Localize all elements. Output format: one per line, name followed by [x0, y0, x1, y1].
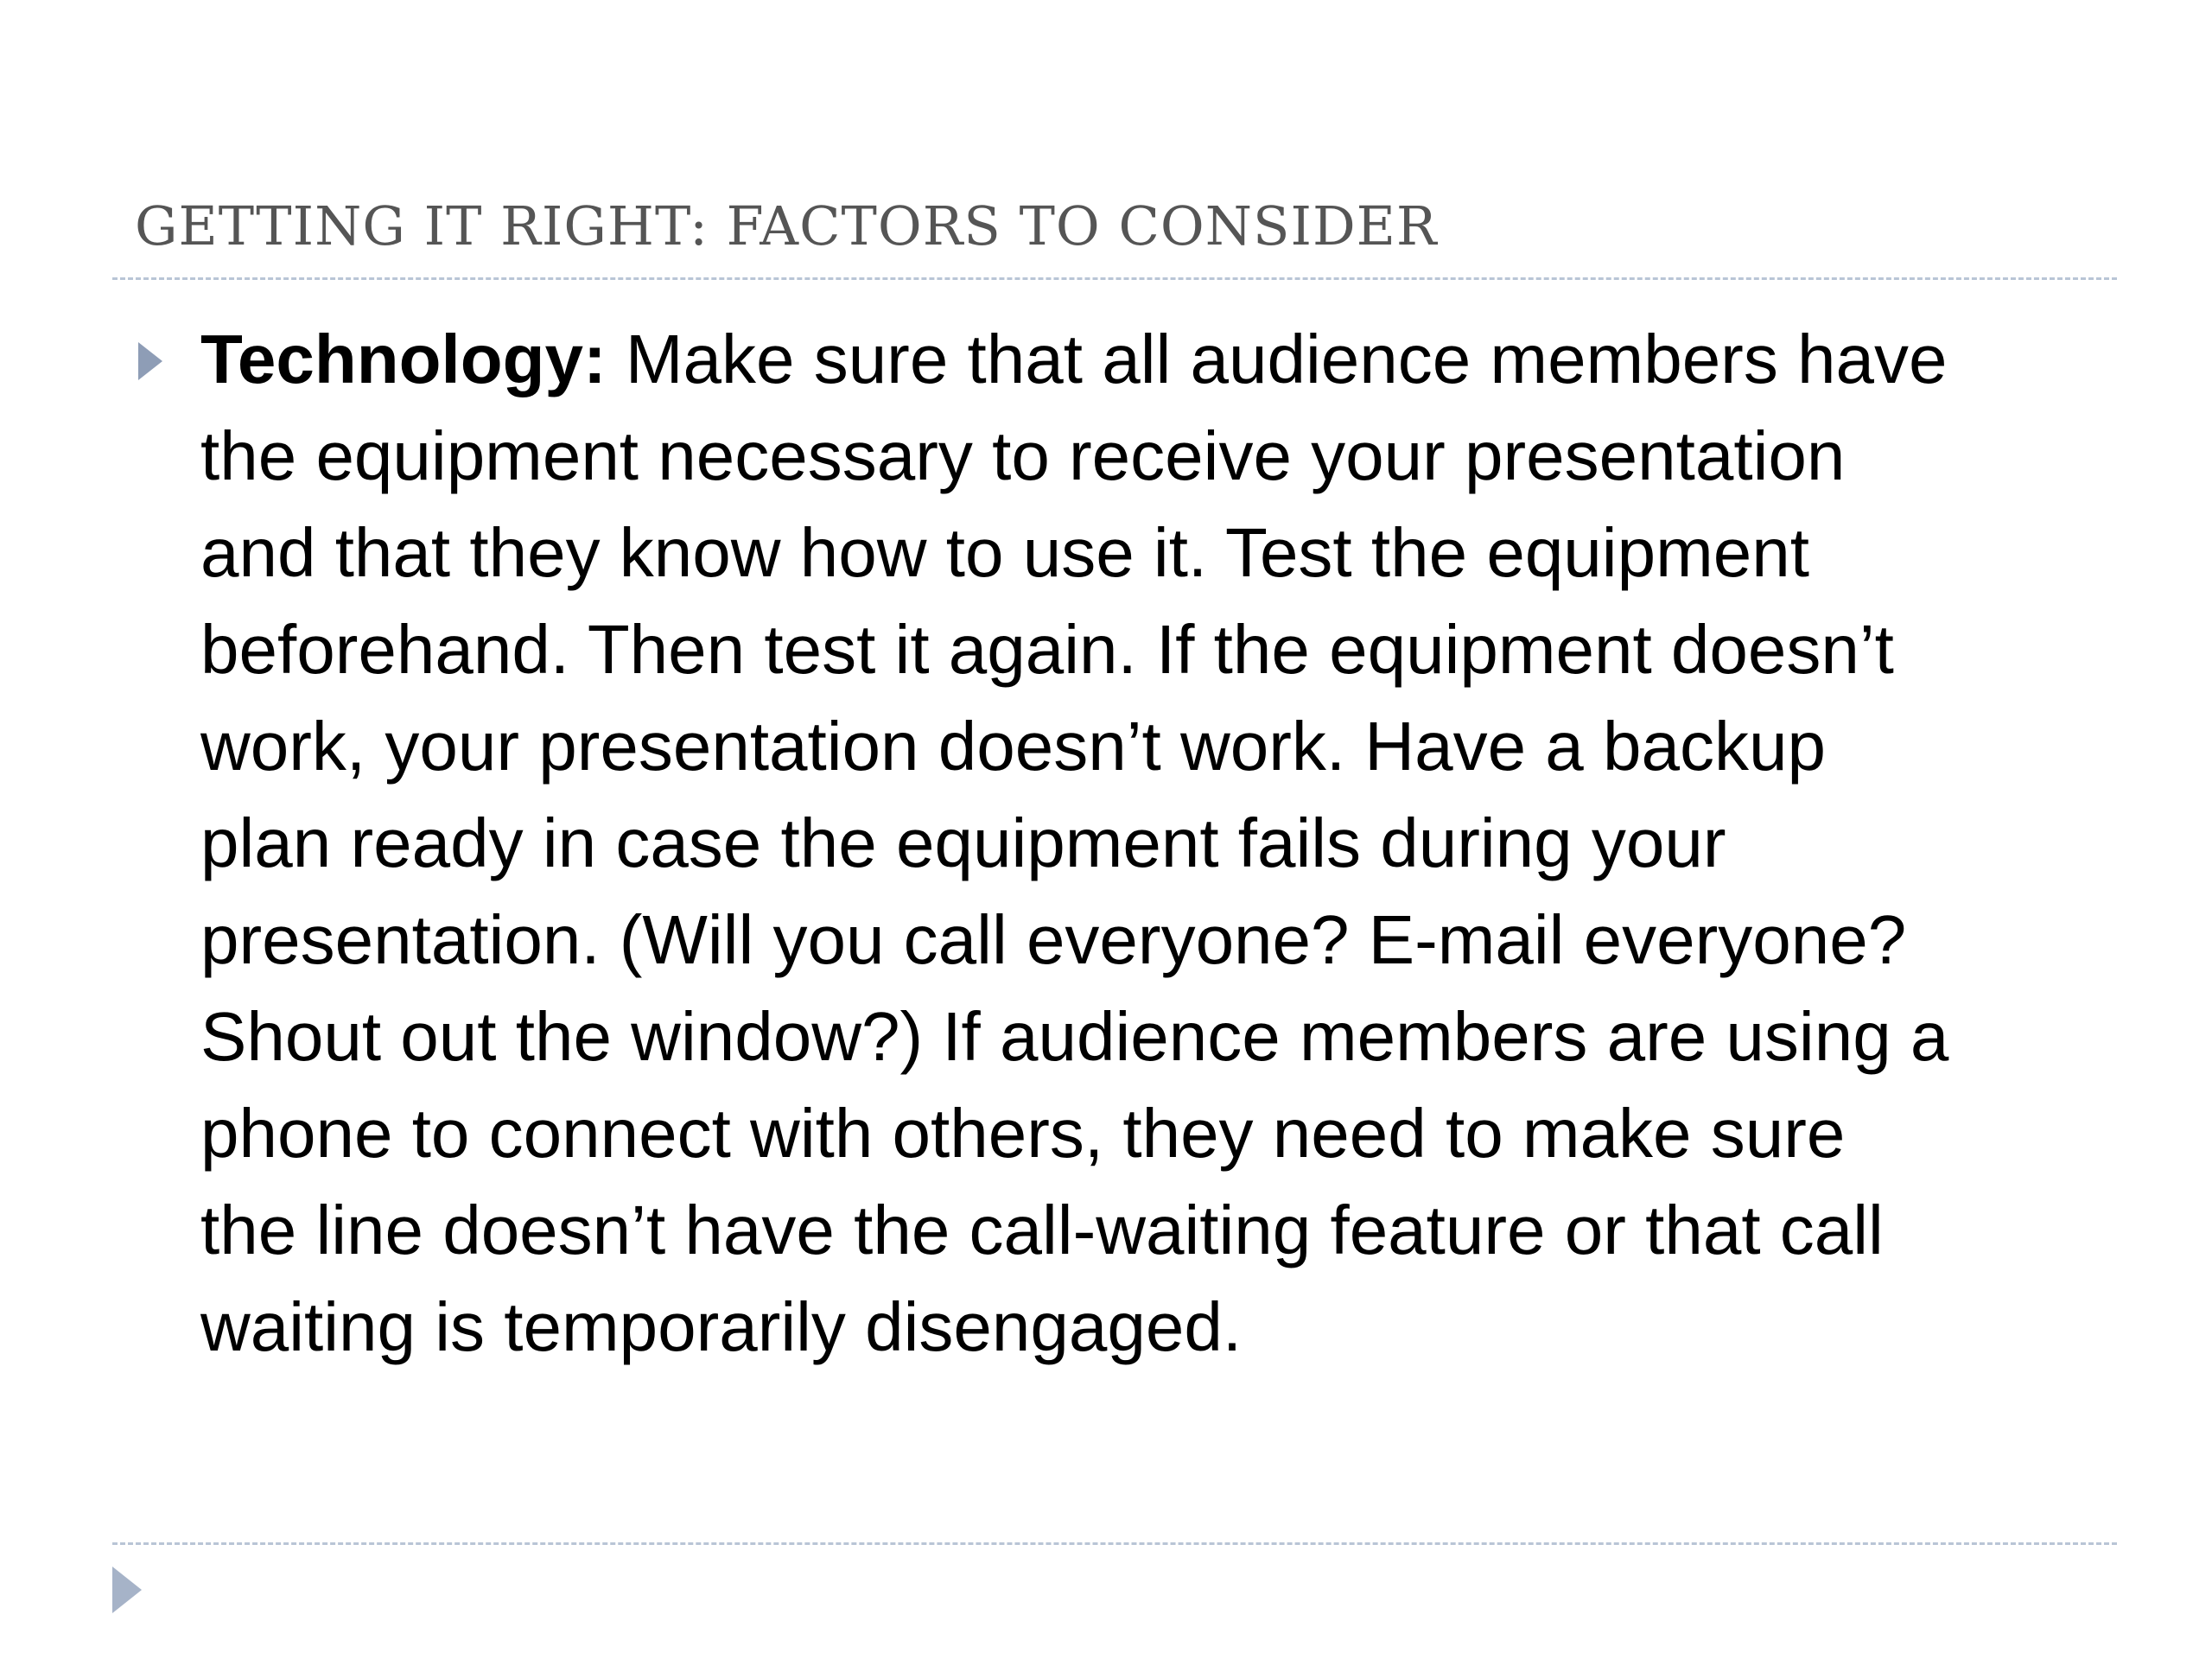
slide-title: GETTING IT RIGHT: FACTORS TO CONSIDER: [135, 194, 1438, 257]
bullet-line: plan ready in case the equipment fails during your: [200, 804, 1726, 881]
triangle-bullet-icon: [138, 342, 162, 380]
bullet-line-text: Make sure that all audience members have: [606, 321, 1948, 397]
bullet-line: phone to connect with others, they need to make sure: [200, 1095, 1846, 1172]
bullet-line: and that they know how to use it. Test the equipment: [200, 514, 1809, 591]
bullet-line: [200, 311, 2136, 408]
bullet-text: [200, 311, 2136, 1376]
bullet-line: the equipment necessary to receive your presentation: [200, 417, 1846, 494]
footer-divider: [112, 1542, 2117, 1545]
bullet-line: work, your presentation doesn’t work. Have a backup: [200, 708, 1826, 785]
bullet-term: Technology:: [200, 321, 607, 397]
triangle-arrow-icon: [112, 1567, 142, 1613]
bullet-line: presentation. (Will you call everyone? E-mail everyone?: [200, 901, 1907, 978]
bullet-line: waiting is temporarily disengaged.: [200, 1288, 1243, 1365]
bullet-line: the line doesn’t have the call-waiting feature or that call: [200, 1192, 1884, 1268]
bullet-line: beforehand. Then test it again. If the equipment doesn’t: [200, 611, 1894, 688]
title-divider: [112, 277, 2117, 280]
bullet-line: Shout out the window?) If audience members are using a: [200, 998, 1949, 1075]
